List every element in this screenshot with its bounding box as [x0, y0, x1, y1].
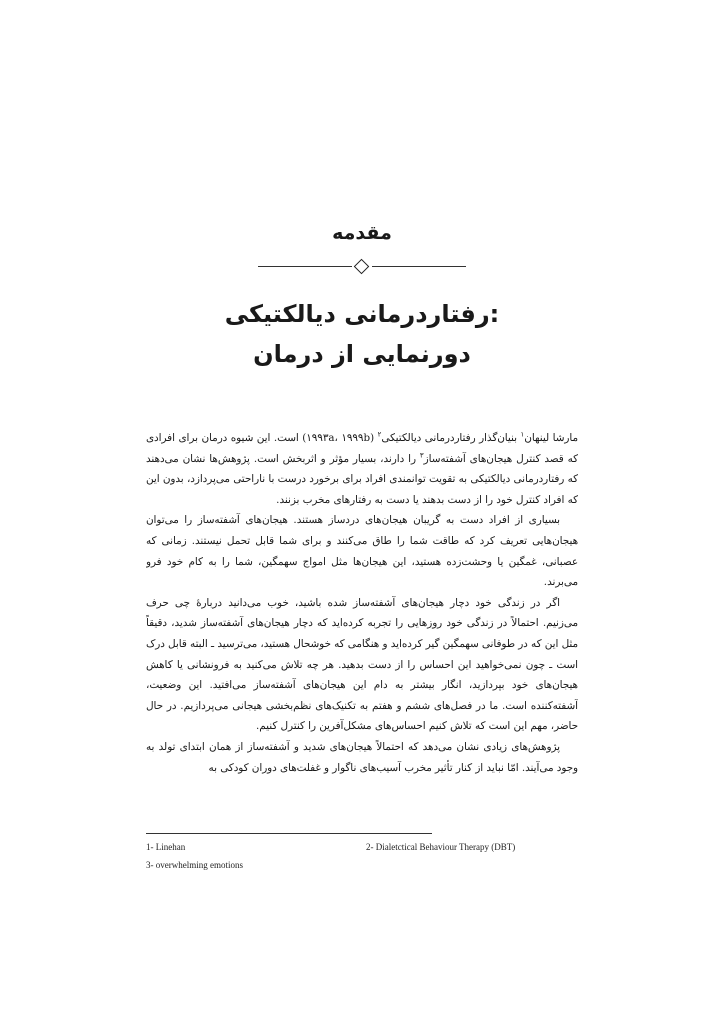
- footnote-divider: [146, 833, 432, 834]
- paragraph-text: (۱۹۹۳a، ۱۹۹۹b) است. این شیوه درمان برای افرادی که قصد کنترل هیجان‌های آشفته‌ساز: [146, 432, 578, 465]
- footnote-marker: ۱: [520, 430, 525, 439]
- paragraph-2: بسیاری از افراد دست به گریبان هیجان‌های دردساز هستند. هیجان‌های آشفته‌ساز را می‌توان هیجان‌هایی تعریف کرد که طاقت شما را طاق می‌کنند و برای شما قابل تحمل نیستند. زمانی که عصبانی، غمگین یا وحشت‌زده هستید، این هیجان‌ها مثل امواج سهمگین، شما را به کام خود فرو می‌برند.: [146, 514, 578, 589]
- chapter-title-line-1: رفتاردرمانی دیالکتیکی:: [224, 300, 500, 328]
- footnote-marker: ۳: [419, 451, 424, 460]
- paragraph-4: پژوهش‌های زیادی نشان می‌دهد که احتمالاً هیجان‌های شدید و آشفته‌ساز از همان ابتدای تولد به وجود می‌آیند. امّا نباید از کنار تأثیر مخرب آسیب‌های ناگوار و غفلت‌های دوران کودکی به: [146, 740, 578, 774]
- title-ornament: [258, 260, 466, 274]
- ornament-line-right: [372, 266, 466, 267]
- paragraph-3: اگر در زندگی خود دچار هیجان‌های آشفته‌ساز شده باشید، خوب می‌دانید دربارهٔ چی حرف می‌زنیم. احتمالاً در زندگی خود روزهایی را تجربه کرده‌اید که دچار هیجان‌های آشفته‌ساز شدید، دقیقاً مثل این که در طوفانی سهمگین گیر کرده‌اید و هنگامی که خوشحال هستید، می‌ترسید ـ البته قابل درک است ـ چون نمی‌خواهید این احساس را از دست بدهید. هر چه تلاش می‌کنید به فرونشانی یا کاهش هیجان‌های خود بپردازید، انگار بیشتر به دام این هیجان‌های آشفته‌ساز می‌افتید. این وضعیت، آشفته‌کننده است. ما در فصل‌های ششم و هفتم به تکنیک‌های نظم‌بخشی هیجانی می‌پردازیم. در حال حاضر، مهم این است که تلاش کنیم احساس‌های مشکل‌آفرین را کنترل کنیم.: [146, 596, 578, 733]
- section-title: مقدمه: [332, 222, 392, 244]
- body-text: [146, 428, 578, 848]
- diamond-ornament-icon: [354, 259, 370, 275]
- footnote-2: 2- Dialetctical Behaviour Therapy (DBT): [366, 842, 516, 852]
- ornament-line-left: [258, 266, 352, 267]
- footnote-3: 3- overwhelming emotions: [146, 860, 243, 870]
- paragraph-text: را دارند، بسیار مؤثر و اثربخش است. پژوهش‌ها نشان می‌دهند که رفتاردرمانی دیالکتیکی به تقویت توانمندی افراد برای برخورد درست با ناراحتی می‌پردازد، بدون این که افراد کنترل خود را از دست بدهند یا دست به رفتارهای مخرب بزنند.: [146, 452, 578, 506]
- footnote-1: 1- Linehan: [146, 842, 186, 852]
- paragraph-1: [146, 428, 578, 510]
- paragraph-text: مارشا لینهان: [524, 432, 578, 444]
- chapter-title-line-2: دورنمایی از درمان: [253, 340, 471, 368]
- paragraph-text: بنیان‌گذار رفتاردرمانی دیالکتیکی: [381, 432, 521, 444]
- footnote-marker: ۲: [377, 430, 382, 439]
